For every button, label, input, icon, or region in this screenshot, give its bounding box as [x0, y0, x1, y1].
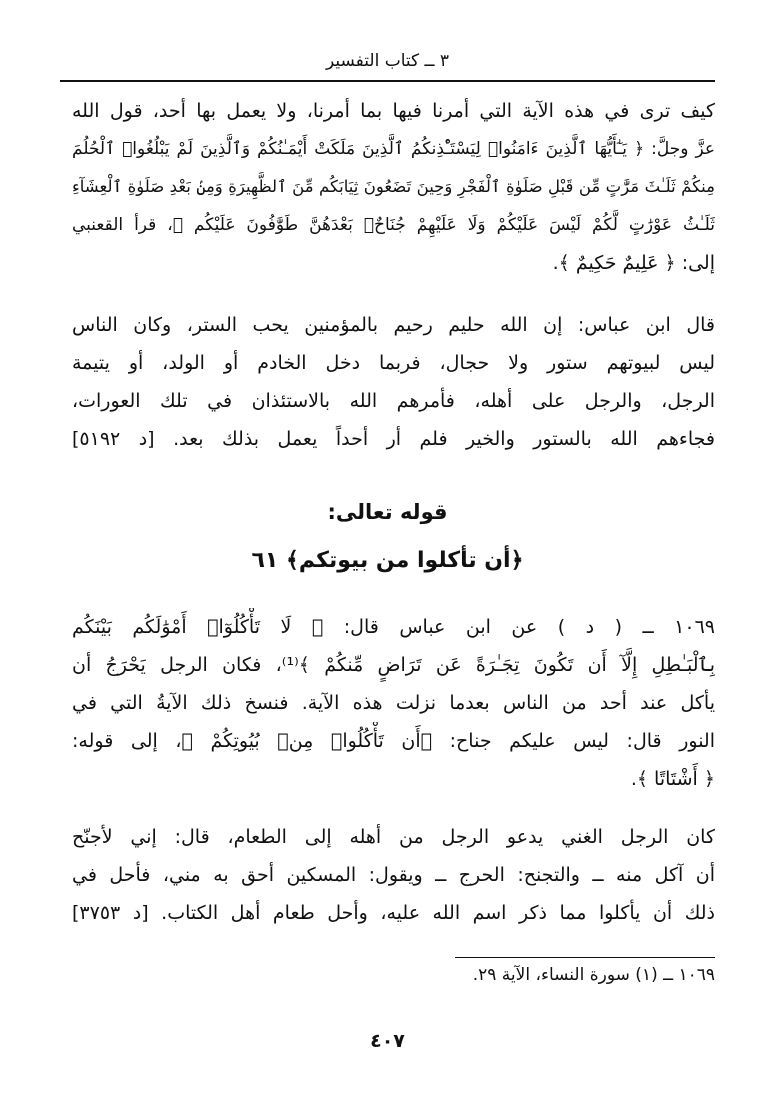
- section-label: قوله تعالى:: [327, 500, 448, 524]
- text-line: ١٠٦٩ ــ ( د ) عن ابن عباس قال: ﴿ لَا تَأْكُلُوٓا۟ أَمْوَٰلَكُم بَيْنَكُم: [72, 616, 715, 638]
- section-verse: ﴿أن تأكلوا من بيوتكم﴾ ٦١: [251, 548, 524, 573]
- text-line: يأكل عند أحد من الناس بعدما نزلت هذه الآية. فنسخ ذلك الآيةُ التي في: [72, 692, 715, 714]
- text-line: كان الرجل الغني يدعو الرجل من أهله إلى الطعام، قال: إني لأجنّح: [72, 826, 715, 848]
- paragraph-rich-man: [72, 818, 715, 932]
- header-divider: [60, 80, 715, 82]
- paragraph-ibn-abbas: [72, 306, 715, 458]
- text-line: مِنكُمْ ثَلَـٰثَ مَرَّٰتٍ مِّن قَبْلِ صَلَوٰةِ ٱلْفَجْرِ وَحِينَ تَضَعُونَ ثِيَابَكُم مِّنَ ٱلظَّهِيرَةِ وَمِنۢ بَعْدِ صَلَوٰةِ ٱلْعِشَآءِ: [72, 177, 715, 196]
- hadith-1069: [72, 608, 715, 798]
- paragraph-quran-question: [72, 92, 715, 282]
- footnote: ١٠٦٩ ــ (١) سورة النساء، الآية ٢٩.: [472, 965, 715, 985]
- text-line: فجاءهم الله بالستور والخير فلم أر أحداً يعمل بذلك بعد. [د ٥١٩٢]: [72, 428, 715, 450]
- text-line: كيف ترى في هذه الآية التي أمرنا فيها بما أمرنا، ولا يعمل بها أحد، قول الله: [72, 100, 715, 122]
- text-line: ليس لبيوتهم ستور ولا حجال، فربما دخل الخادم أو الولد، أو يتيمة: [72, 352, 715, 374]
- text-line: ثَلَـٰثُ عَوْرَٰتٍ لَّكُمْ لَيْسَ عَلَيْكُمْ وَلَا عَلَيْهِمْ جُنَاحٌۢ بَعْدَهُنَّ طَوَّٰفُونَ عَلَيْكُم ﴾، قرأ القعنبي: [72, 215, 715, 235]
- text-line: الرجل، والرجل على أهله، فأمرهم الله بالاستئذان في تلك العورات،: [72, 390, 715, 412]
- text-line: ذلك أن يأكلوا مما ذكر اسم الله عليه، وأحل طعام أهل الكتاب. [د ٣٧٥٣]: [72, 902, 715, 924]
- text-line: النور قال: ليس عليكم جناح: ﴿أَن تَأْكُلُوا۟ مِنۢ بُيُوتِكُمْ ﴾، إلى قوله:: [72, 730, 715, 752]
- text-line: إلى: ﴿ عَلِيمٌ حَكِيمٌ ﴾.: [552, 252, 715, 274]
- text-line: بِٱلْبَـٰطِلِ إِلَّآ أَن تَكُونَ تِجَـٰرَةً عَن تَرَاضٍ مِّنكُمْ ﴾⁽¹⁾، فكان الرجل يَحْرَجُ أن: [72, 654, 715, 676]
- page-number: ٤٠٧: [370, 1030, 405, 1052]
- text-line: قال ابن عباس: إن الله حليم رحيم بالمؤمنين يحب الستر، وكان الناس: [72, 314, 715, 336]
- text-line: أن آكل منه ــ والتجنح: الحرج ــ ويقول: المسكين أحق به مني، فأحل في: [72, 864, 715, 886]
- running-header: ٣ ــ كتاب التفسير: [325, 51, 450, 71]
- footnote-divider: [455, 957, 715, 958]
- text-line: عزَّ وجلَّ: ﴿ يَـٰٓأَيُّهَا ٱلَّذِينَ ءَامَنُوا۟ لِيَسْتَـْٔذِنكُمُ ٱلَّذِينَ مَلَكَتْ أَيْمَـٰنُكُمْ وَٱلَّذِينَ لَمْ يَبْلُغُوا۟ ٱلْحُلُمَ: [72, 139, 715, 159]
- text-line: ﴿ أَشْتَاتًا ﴾.: [630, 768, 715, 790]
